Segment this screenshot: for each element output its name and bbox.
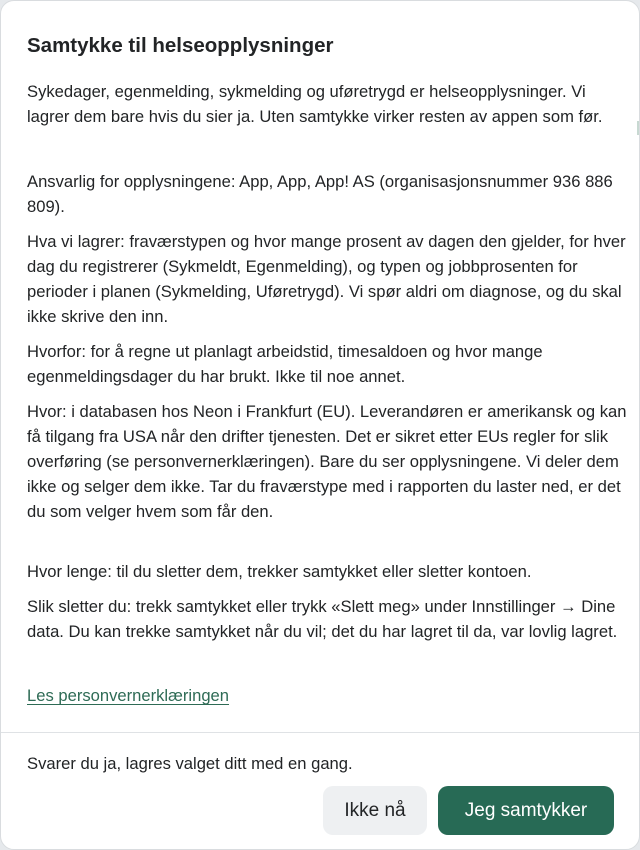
privacy-policy-link[interactable]: Les personvernerklæringen [27,686,230,705]
accept-button[interactable]: Jeg samtykker [438,786,614,835]
purpose-paragraph: Hvorfor: for å regne ut planlagt arbeidstid, timesaldoen og hvor mange egenmeldingsdager du har brukt. Ikke til noe annet. [27,342,543,386]
dialog-footer [1,732,639,850]
dialog-title: Samtykke til helseopplysninger [27,34,334,57]
retention-paragraph: Hvor lenge: til du sletter dem, trekker samtykket eller sletter kontoen. [27,562,532,581]
footer-note: Svarer du ja, lagres valget ditt med en gang. [27,754,353,773]
decline-button[interactable]: Ikke nå [323,786,427,835]
deletion-paragraph: Slik sletter du: trekk samtykket eller trykk «Slett meg» under Innstillinger → Dine data. Du kan trekke samtykket når du vil; det du har lagret til da, var lovlig lagret. [27,597,618,641]
what-we-store-paragraph: Hva vi lagrer: fraværstypen og hvor mange prosent av dagen den gjelder, for hver dag du registrerer (Sykmeldt, Egenmelding), og typen og jobbprosenten for perioder i planen (Sykmelding, Uføretrygd). Vi spør aldri om diagnose, og du skal ikke skrive den inn. [27,232,626,326]
intro-paragraph: Sykedager, egenmelding, sykmelding og uføretrygd er helseopplysninger. Vi lagrer dem bare hvis du sier ja. Uten samtykke virker resten av appen som før. [27,82,603,126]
controller-paragraph: Ansvarlig for opplysningene: App, App, App! AS (organisasjonsnummer 936 886 809). [27,172,613,216]
storage-location-paragraph: Hvor: i databasen hos Neon i Frankfurt (EU). Leverandøren er amerikansk og kan få tilgang fra USA når den drifter tjenesten. Det er sikret etter EUs regler for slik overføring (se personvernerklæringen). Bare du ser opplysningene. Vi deler dem ikke og selger dem ikke. Tar du fraværstype med i rapporten du laster ned, er det du som velger hvem som får den. [27,402,627,521]
scroll-edge-indicator [637,121,639,135]
